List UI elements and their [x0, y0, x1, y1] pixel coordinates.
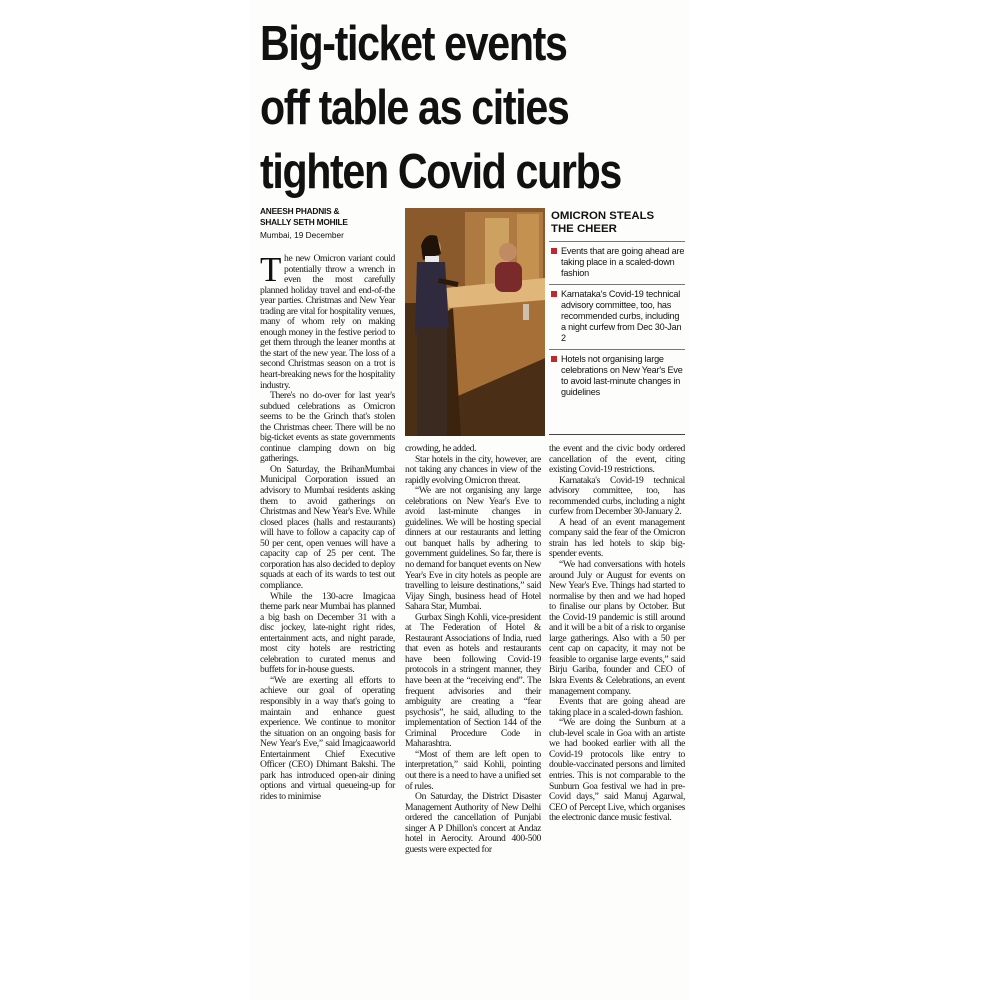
paragraph-text: he new Omicron variant could potentially throw a wrench in even the most carefully planned holiday travel and end-of-the year parties. Christmas and New Year trading are vital for hospitality venues, many of whom rely on making enough money in the festive period to get them through the leaner months at the start of the new year. The loss of a second Christmas season on a trot is heart-breaking news for the hospitality industry. [260, 253, 396, 391]
paragraph: Star hotels in the city, however, are not taking any chances in view of the rapidly evolving Omicron threat. [405, 453, 541, 486]
red-square-bullet-icon [551, 356, 557, 362]
dateline: Mumbai, 19 December [260, 230, 344, 240]
paragraph: While the 130-acre Imagicaa theme park near Mumbai has planned a big bash on December 31 with a disc jockey, late-night right rides, entertainment acts, and night parade, most city hotels are restricting celebration to curated menus and buffets for in-house guests. [260, 590, 395, 676]
hotel-reception-photo [405, 208, 545, 436]
omicron-sidebar [549, 208, 685, 434]
author-line-1: ANEESH PHADNIS & [260, 206, 340, 216]
sidebar-title-line-1: OMICRON STEALS [551, 210, 655, 222]
paragraph: On Saturday, the BrihanMumbai Municipal Corporation issued an advisory to Mumbai residents asking them to avoid gatherings on Christmas and New Year's Eve. While closed places (halls and restaurants) will have to follow a capacity cap of 50 per cent, open venues will have a capacity cap of 25 per cent. The corporation has also decided to deploy squads at each of its wards to test out compliance. [260, 463, 395, 591]
sidebar-bottom-rule [549, 434, 685, 435]
paragraph: “We are doing the Sunburn at a club-level scale in Goa with an artiste we had booked earlier with all the Covid-19 protocols like entry to double-vaccinated persons and limited entries. This is not comparable to the Sunburn Goa festival we had in pre-Covid days,” said Manuj Agarwal, CEO of Percept Live, which organises the electronic dance music festival. [549, 717, 685, 824]
article-column-3 [549, 444, 685, 824]
sidebar-item [549, 284, 685, 349]
paragraph [260, 250, 396, 391]
author-line-2: SHALLY SETH MOHILE [260, 217, 348, 227]
newspaper-clipping [250, 0, 690, 1000]
photo-illustration [405, 208, 545, 436]
paragraph: Events that are going ahead are taking place in a scaled-down fashion. [549, 696, 685, 718]
paragraph: There's no do-over for last year's subdued celebrations as Omicron seems to be the Grinch that's stolen the Christmas cheer. There will be no big-ticket events as state governments continue clamping down on big gatherings. [260, 390, 395, 465]
drop-cap: T [260, 250, 282, 289]
paragraph: Gurbax Singh Kohli, vice-president at The Federation of Hotel & Restaurant Associations of India, rued that even as hotels and restaurants have been following Covid-19 protocols in a stringent manner, they have been at the “receiving end”. The frequent advisories and their ambiguity are creating a “fear psychosis”, he said, alluding to the implementation of Section 144 of the Criminal Procedure Code in Maharashtra. [405, 611, 541, 750]
sidebar-item-text: Karnataka's Covid-19 technical advisory committee, too, has recommended curbs, including a night curfew from Dec 30-Jan 2 [561, 289, 682, 343]
headline [260, 12, 621, 204]
paragraph: the event and the civic body ordered cancellation of the event, citing existing Covid-19 restrictions. [549, 443, 685, 476]
sidebar-item-text: Events that are going ahead are taking place in a scaled-down fashion [561, 246, 685, 278]
headline-line-1: Big-ticket events [260, 17, 567, 71]
article-column-1 [260, 250, 396, 802]
sidebar-title [551, 210, 685, 235]
paragraph: “We are not organising any large celebrations on New Year's Eve to avoid last-minute changes in guidelines. We will be hosting special dinners at our restaurants and letting out banquet halls by adhering to government guidelines. So far, there is no demand for banquet events on New Year's Eve in city hotels as people are travelling to leisure destinations,” said Vijay Singh, business head of Hotel Sahara Star, Mumbai. [405, 485, 541, 613]
paragraph: “We are exerting all efforts to achieve our goal of operating responsibly in a way that's going to maintain and enhance guest experience. We continue to monitor the situation on an ongoing basis for New Year's Eve,” said Imagicaaworld Entertainment Chief Executive Officer (CEO) Dhimant Bakshi. The park has introduced open-air dining options and virtual queueing-up for rides to minimise [260, 674, 395, 802]
sidebar-title-line-2: THE CHEER [551, 222, 617, 235]
sidebar-item-text: Hotels not organising large celebrations on New Year's Eve to avoid last-minute changes in guidelines [561, 354, 683, 397]
paragraph: crowding, he added. [405, 443, 477, 454]
paragraph: Karnataka's Covid-19 technical advisory committee, too, has recommended curbs, including a night curfew from December 30-January 2. [549, 474, 685, 518]
paragraph: On Saturday, the District Disaster Management Authority of New Delhi ordered the cancellation of Punjabi singer A P Dhillon's concert at Andaz hotel in Aerocity. Around 400-500 guests were expected for [405, 791, 541, 855]
paragraph: “Most of them are left open to interpretation,” said Kohli, pointing out there is a need to have a unified set of rules. [405, 748, 541, 792]
red-square-bullet-icon [551, 291, 557, 297]
headline-line-3: tighten Covid curbs [260, 145, 621, 199]
sidebar-item [549, 241, 685, 284]
article-column-2 [405, 444, 541, 855]
author-names [260, 206, 410, 228]
red-square-bullet-icon [551, 248, 557, 254]
sidebar-item [549, 349, 685, 403]
byline [260, 206, 410, 242]
paragraph: A head of an event management company said the fear of the Omicron strain has led hotels to skip big-spender events. [549, 516, 685, 560]
headline-line-2: off table as cities [260, 81, 569, 135]
paragraph: “We had conversations with hotels around July or August for events on New Year's Eve. Things had started to normalise by then and we had hoped to finalise our plans by October. But the Covid-19 pandemic is still around and it will be a bit of a risk to organise large gatherings. Also with a 50 per cent cap on capacity, it may not be feasible to organise large events,” said Birju Gariba, founder and CEO of Iskra Events & Celebrations, an event management company. [549, 559, 685, 697]
